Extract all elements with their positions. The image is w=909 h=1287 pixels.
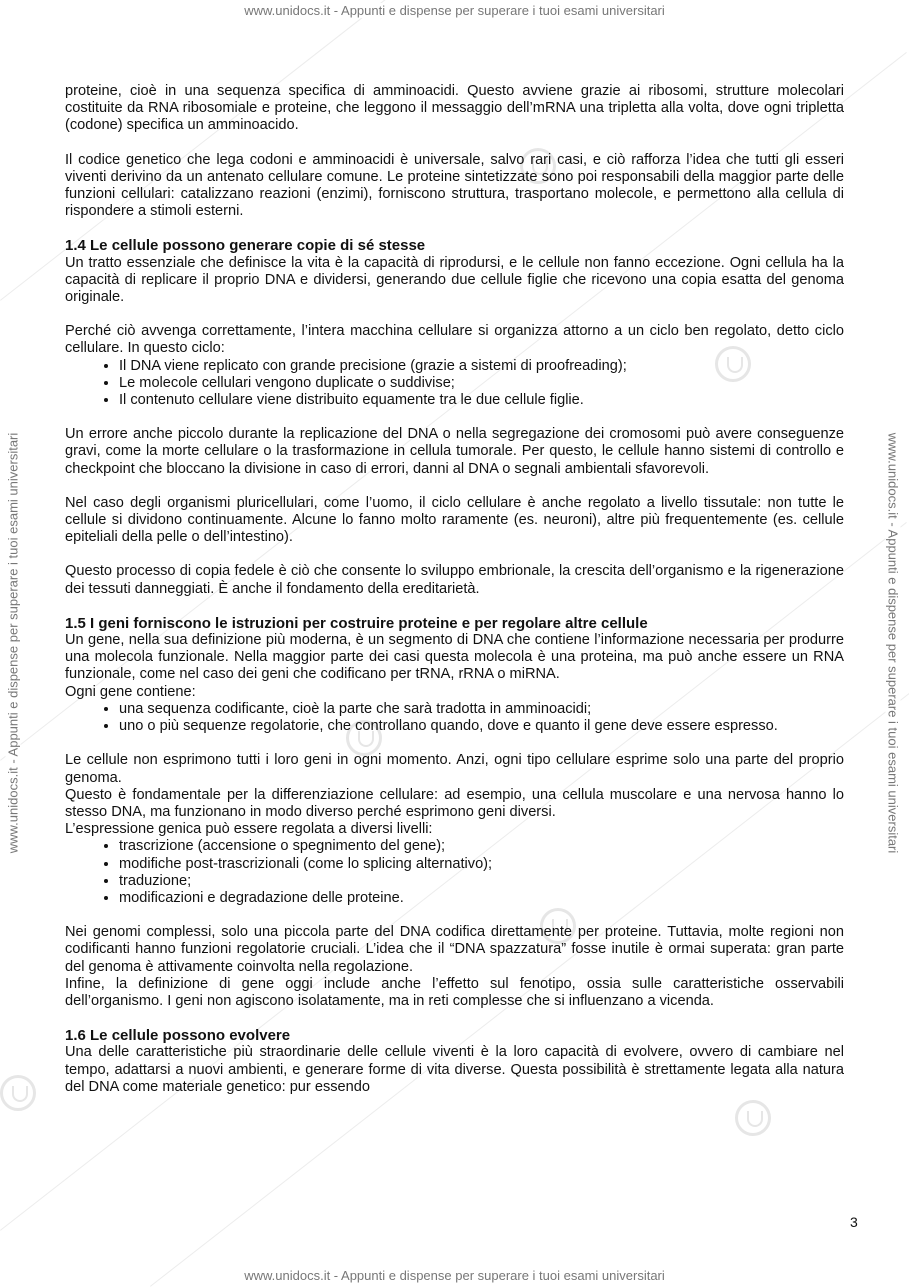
list-item: • Le molecole cellulari vengono duplicate o suddivise; <box>119 375 844 392</box>
watermark-right-edge: www.unidocs.it - Appunti e dispense per superare i tuoi esami universitari <box>885 432 901 854</box>
list-item: • uno o più sequenze regolatorie, che controllano quando, dove e quanto il gene deve essere espresso. <box>119 718 844 735</box>
watermark-logo-icon <box>735 1100 771 1136</box>
list-item: • traduzione; <box>119 873 844 890</box>
paragraph: Una delle caratteristiche più straordinarie delle cellule viventi è la loro capacità di evolvere, ovvero di cambiare nel tempo, adattarsi a nuovi ambienti, e generare forme di vita diverse. Questa possibilità è strettamente legata alla natura del DNA come materiale genetico: pur essendo <box>65 1044 844 1095</box>
bullet-list <box>65 838 844 907</box>
paragraph: proteine, cioè in una sequenza specifica di amminoacidi. Questo avviene grazie ai ribosomi, strutture molecolari costituite da RNA ribosomiale e proteine, che leggono il messaggio dell’mRNA una tripletta alla volta, dove ogni tripletta (codone) specifica un amminoacido. <box>65 83 844 134</box>
paragraph: L’espressione genica può essere regolata a diversi livelli: <box>65 821 433 838</box>
watermark-left-edge: www.unidocs.it - Appunti e dispense per superare i tuoi esami universitari <box>5 432 21 854</box>
section-heading-1-6: 1.6 Le cellule possono evolvere <box>65 1027 291 1045</box>
bullet-list <box>65 358 844 410</box>
paragraph: Nei genomi complessi, solo una piccola parte del DNA codifica direttamente per proteine. Tuttavia, molte regioni non codificanti hanno funzioni regolatorie cruciali. L’idea che il “DNA spazzatura” fosse inutile è ormai superata: gran parte del genoma è attivamente coinvolta nella regolazione. <box>65 924 844 975</box>
list-item: • trascrizione (accensione o spegnimento del gene); <box>119 838 844 855</box>
list-item: • modificazioni e degradazione delle proteine. <box>119 890 844 907</box>
paragraph: Un errore anche piccolo durante la replicazione del DNA o nella segregazione dei cromosomi può avere conseguenze gravi, come la morte cellulare o la trasformazione in cellula tumorale. Per questo, le cellule hanno sistemi di controllo e checkpoint che bloccano la divisione in caso di errori, danni al DNA o segnali ambientali sfavorevoli. <box>65 426 844 477</box>
paragraph: Un tratto essenziale che definisce la vita è la capacità di riprodursi, e le cellule non fanno eccezione. Ogni cellula ha la capacità di replicare il proprio DNA e dividersi, generando due cellule figlie che ricevono una copia esatta del genoma originale. <box>65 254 844 306</box>
watermark-logo-icon <box>0 1075 36 1111</box>
paragraph: Il codice genetico che lega codoni e amminoacidi è universale, salvo rari casi, e ciò rafforza l’idea che tutti gli esseri viventi derivino da un antenato cellulare comune. Le proteine sintetizzate sono poi responsabili della maggior parte delle funzioni cellulari: catalizzano reazioni (enzimi), forniscono struttura, trasportano molecole, e permettono alla cellula di rispondere a stimoli esterni. <box>65 151 844 220</box>
list-item: • Il contenuto cellulare viene distribuito equamente tra le due cellule figlie. <box>119 392 844 409</box>
section-heading-1-4: 1.4 Le cellule possono generare copie di sé stesse <box>65 237 426 255</box>
paragraph: Ogni gene contiene: <box>65 683 196 700</box>
list-item: • Il DNA viene replicato con grande precisione (grazie a sistemi di proofreading); <box>119 358 844 375</box>
paragraph: Le cellule non esprimono tutti i loro geni in ogni momento. Anzi, ogni tipo cellulare esprime solo una parte del proprio genoma. <box>65 752 844 786</box>
paragraph: Un gene, nella sua definizione più moderna, è un segmento di DNA che contiene l’informazione necessaria per produrre una molecola funzionale. Nella maggior parte dei casi questa molecola è una proteina, ma può anche essere un RNA funzionale, come nel caso dei geni che codificano per tRNA, rRNA o miRNA. <box>65 632 844 683</box>
paragraph: Infine, la definizione di gene oggi include anche l’effetto sul fenotipo, ossia sulle caratteristiche osservabili dell’organismo. I geni non agiscono isolatamente, ma in reti complesse che si influenzano a vicenda. <box>65 975 844 1009</box>
paragraph: Questo è fondamentale per la differenziazione cellulare: ad esempio, una cellula muscolare e una nervosa hanno lo stesso DNA, ma funzionano in modo diverso perché esprimono geni diversi. <box>65 786 844 820</box>
paragraph: Questo processo di copia fedele è ciò che consente lo sviluppo embrionale, la crescita dell’organismo e la rigenerazione dei tessuti danneggiati. È anche il fondamento della ereditarietà. <box>65 563 844 597</box>
watermark-banner-bottom: www.unidocs.it - Appunti e dispense per superare i tuoi esami universitari <box>244 1268 665 1283</box>
list-item: • modifiche post-trascrizionali (come lo splicing alternativo); <box>119 856 844 873</box>
section-heading-1-5: 1.5 I geni forniscono le istruzioni per costruire proteine e per regolare altre cellule <box>65 614 648 632</box>
page-content <box>65 83 844 1096</box>
bullet-list <box>65 701 844 735</box>
paragraph: Perché ciò avvenga correttamente, l’intera macchina cellulare si organizza attorno a un ciclo ben regolato, detto ciclo cellulare. In questo ciclo: <box>65 323 844 357</box>
paragraph: Nel caso degli organismi pluricellulari, come l’uomo, il ciclo cellulare è anche regolato a livello tissutale: non tutte le cellule si dividono continuamente. Alcune lo fanno molto raramente (es. neuroni), altre più frequentemente (es. cellule epiteliali della pelle o dell’intestino). <box>65 494 844 546</box>
page-number: 3 <box>850 1214 858 1230</box>
watermark-banner-top: www.unidocs.it - Appunti e dispense per superare i tuoi esami universitari <box>244 3 665 18</box>
list-item: • una sequenza codificante, cioè la parte che sarà tradotta in amminoacidi; <box>119 701 844 718</box>
